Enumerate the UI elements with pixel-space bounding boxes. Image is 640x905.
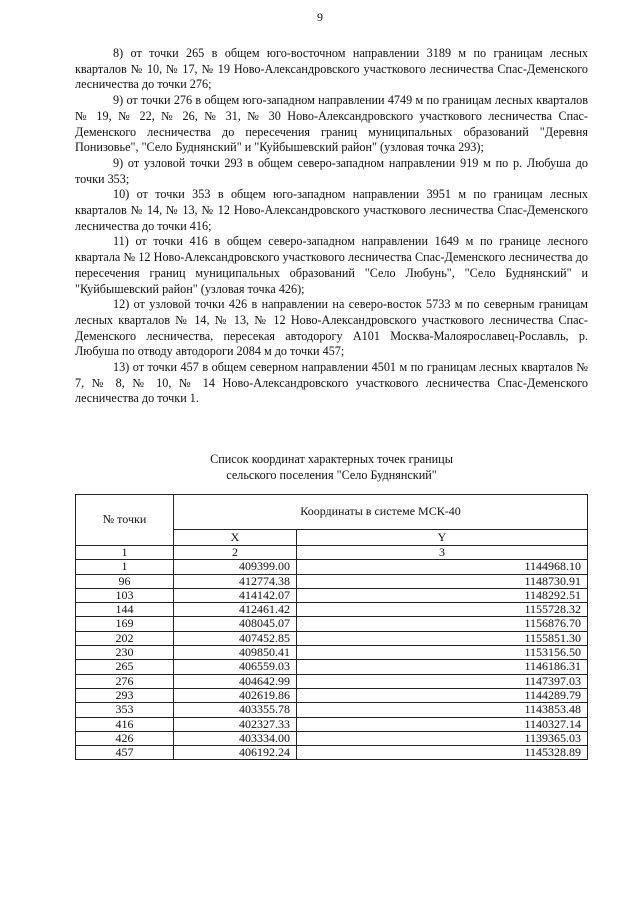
paragraph: 12) от узловой точки 426 в направлении на северо-восток 5733 м по северным границам лесных кварталов № 14, № 13, № 12 Ново-Александровского участкового лесничества Спас-Деменского лесничества, пересекая автодорогу А101 Москва-Малоярославец-Рославль, р. Любуша по отводу автодороги 2084 м до точки 457; xyxy=(75,297,588,359)
paragraph: 8) от точки 265 в общем юго-восточном направлении 3189 м по границам лесных кварталов № 10, № 17, № 19 Ново-Александровского участкового лесничества Спас-Деменского лесничества до точки 276; xyxy=(75,46,588,92)
point-number-cell: 293 xyxy=(76,688,174,702)
table-row xyxy=(76,631,588,645)
y-coordinate-cell: 1153156.50 xyxy=(297,646,588,660)
point-number-cell: 416 xyxy=(76,717,174,731)
table-row xyxy=(76,574,588,588)
paragraph: 13) от точки 457 в общем северном направлении 4501 м по границам лесных кварталов № 7, № 8, № 10, № 14 Ново-Александровского участкового лесничества Спас-Деменского лесничества до точки 1. xyxy=(75,360,588,406)
y-coordinate-cell: 1145328.89 xyxy=(297,746,588,760)
x-coordinate-cell: 412774.38 xyxy=(174,574,297,588)
y-coordinate-cell: 1139365.03 xyxy=(297,731,588,745)
point-number-cell: 96 xyxy=(76,574,174,588)
header-y: Y xyxy=(297,529,588,545)
table-row xyxy=(76,646,588,660)
x-coordinate-cell: 403334.00 xyxy=(174,731,297,745)
point-number-cell: 230 xyxy=(76,646,174,660)
table-title xyxy=(75,451,588,483)
paragraph: 9) от точки 276 в общем юго-западном направлении 4749 м по границам лесных кварталов № 19, № 22, № 26, № 31, № 30 Ново-Александровского участкового лесничества Спас-Деменского лесничества до пересечения границ муниципальных образований "Деревня Понизовье", "Село Буднянский" и "Куйбышевский район" (узловая точка 293); xyxy=(75,93,588,155)
x-coordinate-cell: 414142.07 xyxy=(174,588,297,602)
x-coordinate-cell: 409850.41 xyxy=(174,646,297,660)
point-number-cell: 426 xyxy=(76,731,174,745)
point-number-cell: 276 xyxy=(76,674,174,688)
y-coordinate-cell: 1155851.30 xyxy=(297,631,588,645)
header-point-number: № точки xyxy=(76,495,174,546)
column-numbering-row xyxy=(76,546,588,560)
point-number-cell: 265 xyxy=(76,660,174,674)
y-coordinate-cell: 1148292.51 xyxy=(297,588,588,602)
point-number-cell: 457 xyxy=(76,746,174,760)
header-x: X xyxy=(174,529,297,545)
x-coordinate-cell: 409399.00 xyxy=(174,560,297,574)
y-coordinate-cell: 1148730.91 xyxy=(297,574,588,588)
paragraph: 11) от точки 416 в общем северо-западном направлении 1649 м по границе лесного квартала № 12 Ново-Александровского участкового лесничества Спас-Деменского лесничества до пересечения границ муниципальных образований "Село Любунь", "Село Буднянский" и "Куйбышевский район" (узловая точка 426); xyxy=(75,234,588,296)
x-coordinate-cell: 403355.78 xyxy=(174,703,297,717)
y-coordinate-cell: 1156876.70 xyxy=(297,617,588,631)
table-title-line: сельского поселения "Село Буднянский" xyxy=(226,468,437,482)
point-number-cell: 103 xyxy=(76,588,174,602)
y-coordinate-cell: 1144968.10 xyxy=(297,560,588,574)
x-coordinate-cell: 412461.42 xyxy=(174,603,297,617)
paragraph: 10) от точки 353 в общем юго-западном направлении 3951 м по границам лесных кварталов № 14, № 13, № 12 Ново-Александровского участкового лесничества Спас-Деменского лесничества до точки 416; xyxy=(75,187,588,233)
x-coordinate-cell: 402327.33 xyxy=(174,717,297,731)
y-coordinate-cell: 1155728.32 xyxy=(297,603,588,617)
page-number: 9 xyxy=(317,10,323,24)
x-coordinate-cell: 406559.03 xyxy=(174,660,297,674)
table-row xyxy=(76,603,588,617)
y-coordinate-cell: 1144289.79 xyxy=(297,688,588,702)
x-coordinate-cell: 406192.24 xyxy=(174,746,297,760)
column-number: 1 xyxy=(76,546,174,560)
x-coordinate-cell: 402619.86 xyxy=(174,688,297,702)
paragraph: 9) от узловой точки 293 в общем северо-западном направлении 919 м по р. Любуша до точки 353; xyxy=(75,155,588,186)
x-coordinate-cell: 407452.85 xyxy=(174,631,297,645)
column-number: 3 xyxy=(297,546,588,560)
table-row xyxy=(76,588,588,602)
point-number-cell: 353 xyxy=(76,703,174,717)
boundary-description xyxy=(75,46,588,407)
point-number-cell: 169 xyxy=(76,617,174,631)
y-coordinate-cell: 1147397.03 xyxy=(297,674,588,688)
y-coordinate-cell: 1146186.31 xyxy=(297,660,588,674)
table-row xyxy=(76,674,588,688)
point-number-cell: 144 xyxy=(76,603,174,617)
header-coordinate-system: Координаты в системе МСК-40 xyxy=(174,495,588,530)
table-row xyxy=(76,717,588,731)
table-row xyxy=(76,703,588,717)
y-coordinate-cell: 1140327.14 xyxy=(297,717,588,731)
x-coordinate-cell: 404642.99 xyxy=(174,674,297,688)
y-coordinate-cell: 1143853.48 xyxy=(297,703,588,717)
table-row xyxy=(76,560,588,574)
point-number-cell: 202 xyxy=(76,631,174,645)
table-row xyxy=(76,731,588,745)
table-row xyxy=(76,746,588,760)
coordinates-table xyxy=(75,494,588,760)
table-row xyxy=(76,617,588,631)
column-number: 2 xyxy=(174,546,297,560)
point-number-cell: 1 xyxy=(76,560,174,574)
coordinates-table-body xyxy=(76,546,588,760)
table-row xyxy=(76,688,588,702)
table-title-line: Список координат характерных точек границы xyxy=(210,452,453,466)
x-coordinate-cell: 408045.07 xyxy=(174,617,297,631)
table-row xyxy=(76,660,588,674)
